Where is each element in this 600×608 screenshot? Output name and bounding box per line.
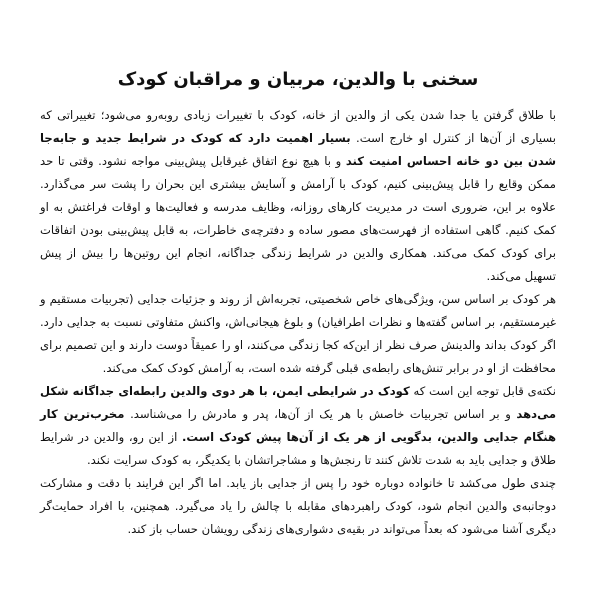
text-run: و با هیچ نوع اتفاق غیرقابل پیش‌بینی مواجه نشود. وقتی تا حد ممکن وقایع را قابل پیش‌بینی کنیم، کودک با آرامش و آسایش بیشتری این بحران را پشت سر می‌گذارد. علاوه بر این، ضروری است در مدیریت کارهای روزانه، وظایف مدرسه و فعالیت‌ها و اوقات فراغتش به او کمک کنیم. گاهی استفاده از فهرست‌های مصور ساده و دفترچه‌ی خاطرات، به قابل پیش‌بینی بودن اتفاقات برای کودک کمک می‌کند. همکاری والدین در شرایط زندگی جداگانه، انجام این روتین‌ها را بیش از پیش تسهیل می‌کند.	[40, 154, 556, 283]
page-title: سخنی با والدین، مربیان و مراقبان کودک	[117, 69, 479, 90]
bold-text-run: مخرب‌ترین کار هنگام جدایی والدین، بدگویی از هر یک از آن‌ها پیش کودک است.	[40, 407, 556, 444]
text-run: با طلاق گرفتن یا جدا شدن یکی از والدین از خانه، کودک با تغییرات زیادی روبه‌رو می‌شود؛ تغییراتی که بسیاری از آن‌ها از کنترل او خارج است.	[40, 108, 556, 145]
paragraph	[40, 288, 556, 380]
bold-text-run: کودک در شرایطی ایمن، با هر دوی والدین رابطه‌ای جداگانه شکل می‌دهد	[40, 384, 556, 421]
text-run: چندی طول می‌کشد تا خانواده دوباره خود را پس از جدایی باز یابد. اما اگر این فرایند با دقت و مشارکت دوجانبه‌ی والدین انجام شود، کودک راهبردهای مقابله با چالش را یاد می‌گیرد. همچنین، با افراد حمایت‌گر دیگری آشنا می‌شود که بعداً می‌تواند در بقیه‌ی دشواری‌های زندگی رویشان حساب باز کند.	[40, 476, 556, 536]
paragraph	[40, 104, 556, 288]
paragraph	[40, 472, 556, 541]
text-run: و بر اساس تجربیات خاصش با هر یک از آن‌ها، پدر و مادرش را می‌شناسد.	[124, 407, 517, 421]
text-run: هر کودک بر اساس سن، ویژگی‌های خاص شخصیتی، تجربه‌اش از روند و جزئیات جدایی (تجربیات مستقیم و غیرمستقیم، بر اساس گفته‌ها و نظرات اطرافیان) و بلوغ هیجانی‌اش، واکنش متفاوتی نسبت به جدایی دارد. اگر کودک بداند والدینش صرف نظر از این‌که کجا زندگی می‌کنند، او را عمیقاً دوست دارند و این تصمیم برای محافظت از او در برابر تنش‌های رابطه‌ی قبلی گرفته شده است، به آرامش کودک کمک می‌کند.	[40, 292, 556, 375]
bold-text-run: بسیار اهمیت دارد که کودک در شرایط جدید و جابه‌جا شدن بین دو خانه احساس امنیت کند	[40, 131, 556, 168]
text-run: نکته‌ی قابل توجه این است که	[409, 384, 556, 398]
text-run: از این رو، والدین در شرایط طلاق و جدایی باید به شدت تلاش کنند تا رنجش‌ها و مشاجراتشان با یکدیگر، به کودک سرایت نکند.	[40, 430, 556, 467]
document-body	[40, 104, 556, 541]
paragraph	[40, 380, 556, 472]
